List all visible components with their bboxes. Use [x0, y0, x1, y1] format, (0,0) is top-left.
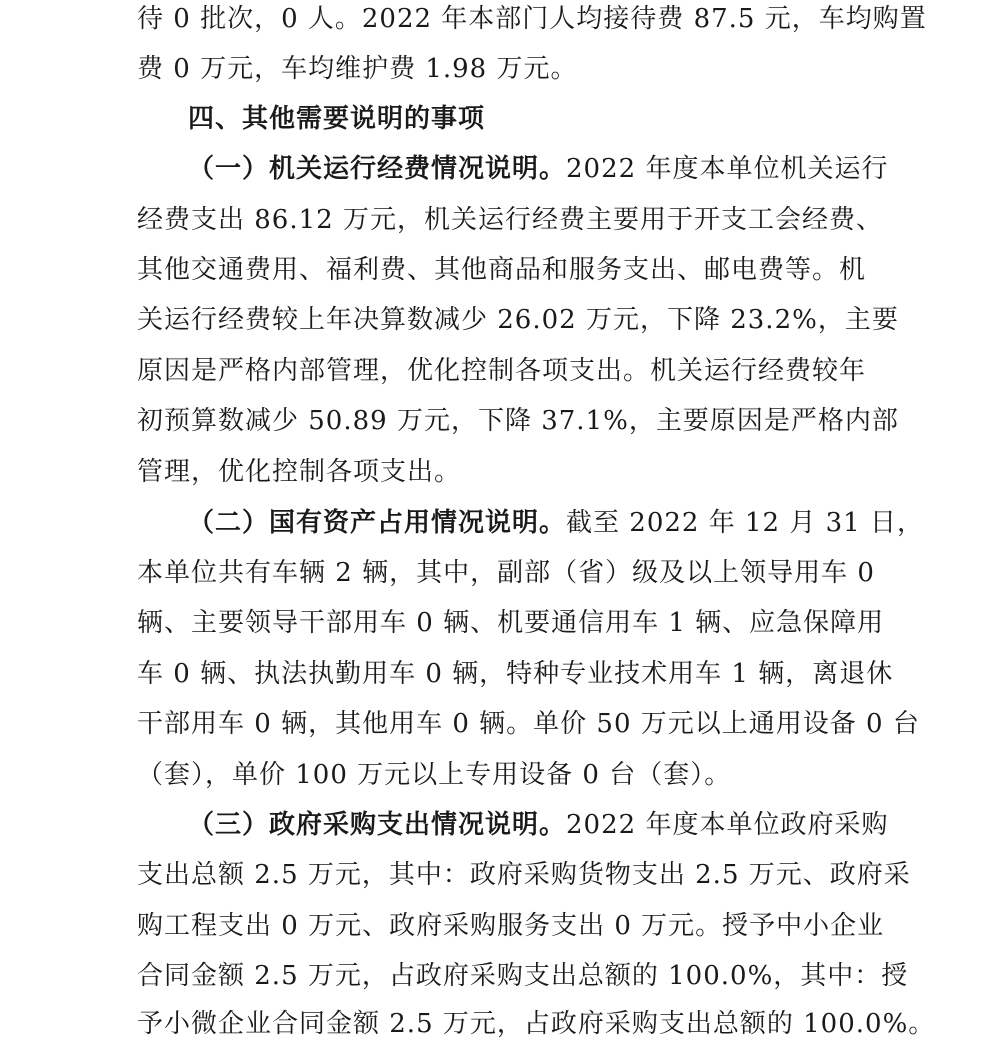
- paragraph-line: 初预算数减少 50.89 万元，下降 37.1%，主要原因是严格内部: [137, 406, 899, 436]
- paragraph-text: 2022 年度本单位机关运行: [566, 154, 889, 184]
- subsection-heading: （三）政府采购支出情况说明。: [188, 810, 567, 840]
- paragraph-line: 费 0 万元，车均维护费 1.98 万元。: [137, 54, 578, 84]
- paragraph-line: 经费支出 86.12 万元，机关运行经费主要用于开支工会经费、: [137, 205, 883, 235]
- subsection-heading: （一）机关运行经费情况说明。: [188, 154, 567, 184]
- section-heading: 四、其他需要说明的事项: [188, 104, 486, 134]
- paragraph-line: [188, 152, 948, 186]
- paragraph-line: 辆、主要领导干部用车 0 辆、机要通信用车 1 辆、应急保障用: [137, 608, 885, 638]
- paragraph-line: 支出总额 2.5 万元，其中：政府采购货物支出 2.5 万元、政府采: [137, 860, 911, 890]
- paragraph-line: 管理，优化控制各项支出。: [137, 457, 462, 487]
- paragraph-line: [188, 808, 948, 842]
- paragraph-line: 关运行经费较上年决算数减少 26.02 万元，下降 23.2%，主要: [137, 305, 899, 335]
- paragraph-text: 2022 年度本单位政府采购: [566, 810, 889, 840]
- paragraph-line: 干部用车 0 辆，其他用车 0 辆。单价 50 万元以上通用设备 0 台: [137, 709, 920, 739]
- paragraph-line: 予小微企业合同金额 2.5 万元，占政府采购支出总额的 100.0%。: [137, 1009, 936, 1039]
- paragraph-line: 本单位共有车辆 2 辆，其中，副部（省）级及以上领导用车 0: [137, 558, 875, 588]
- paragraph-line: [188, 506, 948, 540]
- paragraph-line: 原因是严格内部管理，优化控制各项支出。机关运行经费较年: [137, 356, 867, 386]
- paragraph-line: （套），单价 100 万元以上专用设备 0 台（套）。: [137, 760, 732, 790]
- paragraph-line: 待 0 批次，0 人。2022 年本部门人均接待费 87.5 元，车均购置: [137, 4, 927, 34]
- paragraph-line: 其他交通费用、福利费、其他商品和服务支出、邮电费等。机: [137, 255, 867, 285]
- paragraph-text: 截至 2022 年 12 月 31 日，: [566, 508, 924, 538]
- paragraph-line: 购工程支出 0 万元、政府采购服务支出 0 万元。授予中小企业: [137, 911, 885, 941]
- subsection-heading: （二）国有资产占用情况说明。: [188, 508, 567, 538]
- paragraph-line: 车 0 辆、执法执勤用车 0 辆，特种专业技术用车 1 辆，离退休: [137, 659, 894, 689]
- paragraph-line: 合同金额 2.5 万元，占政府采购支出总额的 100.0%，其中：授: [137, 961, 909, 991]
